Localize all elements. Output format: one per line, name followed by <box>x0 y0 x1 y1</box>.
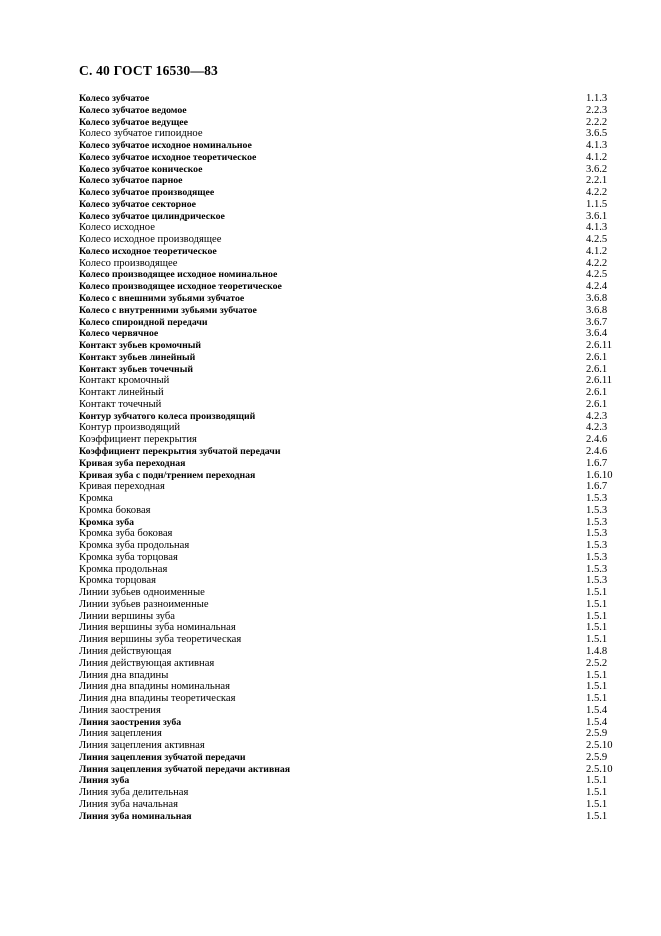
term-row <box>79 470 619 482</box>
term-text: Колесо с внешними зубьями зубчатое <box>79 293 245 305</box>
term-text: Линия заострения <box>79 704 161 716</box>
term-text: Кромка зуба торцовая <box>79 551 178 563</box>
term-text: Линия зацепления активная <box>79 740 205 752</box>
term-row <box>79 140 619 152</box>
term-reference: 1.5.1 <box>586 798 608 810</box>
term-text: Колесо производящее <box>79 257 178 269</box>
term-row <box>79 128 619 140</box>
term-row <box>79 105 619 117</box>
term-row <box>79 246 619 258</box>
term-text: Кромка зуба <box>79 516 135 528</box>
term-row <box>79 187 619 199</box>
term-row <box>79 540 619 552</box>
term-reference: 1.5.3 <box>586 528 608 540</box>
term-text: Коэффициент перекрытия зубчатой передачи <box>79 445 281 457</box>
term-row <box>79 328 619 340</box>
term-row <box>79 211 619 223</box>
term-text: Кривая зуба переходная <box>79 457 186 469</box>
term-reference: 1.1.5 <box>586 198 608 210</box>
term-reference: 1.5.1 <box>586 610 608 622</box>
term-row <box>79 740 619 752</box>
term-row <box>79 552 619 564</box>
term-text: Линии зубьев разноименные <box>79 598 209 610</box>
term-reference: 1.5.3 <box>586 493 608 505</box>
term-reference: 2.2.3 <box>586 104 608 116</box>
term-reference: 1.6.10 <box>586 469 613 481</box>
term-row <box>79 670 619 682</box>
term-row <box>79 564 619 576</box>
term-reference: 2.6.1 <box>586 363 608 375</box>
term-text: Линия зуба начальная <box>79 798 179 810</box>
term-row <box>79 258 619 270</box>
term-row <box>79 399 619 411</box>
term-text: Кромка торцовая <box>79 575 156 587</box>
term-text: Колесо зубчатое гипоидное <box>79 128 203 140</box>
term-row <box>79 234 619 246</box>
term-text: Линия дна впадины теоретическая <box>79 693 236 705</box>
term-row <box>79 317 619 329</box>
term-row <box>79 481 619 493</box>
term-text: Колесо зубчатое секторное <box>79 198 197 210</box>
term-reference: 2.6.11 <box>586 375 613 387</box>
term-text: Контур производящий <box>79 422 181 434</box>
term-text: Линия зуба номинальная <box>79 810 192 822</box>
term-reference: 2.2.2 <box>586 116 608 128</box>
term-row <box>79 340 619 352</box>
term-reference: 3.6.2 <box>586 163 608 175</box>
term-text: Колесо червячное <box>79 328 159 340</box>
term-row <box>79 364 619 376</box>
term-text: Кривая зуба с подн/трением переходная <box>79 469 256 481</box>
term-text: Кромка боковая <box>79 504 151 516</box>
term-text: Контакт кромочный <box>79 375 170 387</box>
term-text: Линия зацепления зубчатой передачи <box>79 751 246 763</box>
term-reference: 4.2.3 <box>586 410 608 422</box>
term-text: Контакт зубьев кромочный <box>79 340 202 352</box>
term-row <box>79 599 619 611</box>
term-row <box>79 375 619 387</box>
term-text: Колесо спироидной передачи <box>79 316 208 328</box>
term-row <box>79 222 619 234</box>
term-row <box>79 505 619 517</box>
term-reference: 2.2.1 <box>586 175 608 187</box>
term-text: Контакт точечный <box>79 398 162 410</box>
term-text: Колесо с внутренними зубьями зубчатое <box>79 304 257 316</box>
term-reference: 1.5.3 <box>586 516 608 528</box>
term-row <box>79 305 619 317</box>
term-text: Линия действующая <box>79 645 172 657</box>
term-row <box>79 799 619 811</box>
term-row <box>79 411 619 423</box>
term-reference: 1.5.1 <box>586 669 608 681</box>
term-reference: 4.2.5 <box>586 234 608 246</box>
term-text: Колесо зубчатое парное <box>79 175 183 187</box>
term-text: Линия вершины зуба номинальная <box>79 622 236 634</box>
term-index-list <box>79 93 619 822</box>
term-row <box>79 717 619 729</box>
term-row <box>79 446 619 458</box>
term-row <box>79 681 619 693</box>
term-text: Кривая переходная <box>79 481 165 493</box>
term-row <box>79 422 619 434</box>
term-reference: 1.4.8 <box>586 645 608 657</box>
term-text: Кромка продольная <box>79 563 168 575</box>
term-row <box>79 528 619 540</box>
term-reference: 3.6.7 <box>586 316 608 328</box>
term-reference: 1.5.1 <box>586 775 608 787</box>
term-row <box>79 269 619 281</box>
term-text: Линия зацепления зубчатой передачи активная <box>79 763 291 775</box>
term-reference: 1.6.7 <box>586 457 608 469</box>
term-reference: 1.5.3 <box>586 551 608 563</box>
term-text: Линии зубьев одноименные <box>79 587 205 599</box>
term-row <box>79 811 619 823</box>
term-reference: 4.1.3 <box>586 222 608 234</box>
term-text: Линия действующая активная <box>79 657 215 669</box>
term-row <box>79 458 619 470</box>
term-reference: 3.6.1 <box>586 210 608 222</box>
term-reference: 1.5.1 <box>586 587 608 599</box>
term-text: Колесо зубчатое производящее <box>79 187 215 199</box>
term-reference: 4.2.3 <box>586 422 608 434</box>
term-row <box>79 787 619 799</box>
term-text: Кромка зуба продольная <box>79 540 190 552</box>
term-reference: 4.2.2 <box>586 187 608 199</box>
term-reference: 2.6.1 <box>586 398 608 410</box>
term-reference: 4.1.3 <box>586 140 608 152</box>
term-text: Колесо исходное <box>79 222 155 234</box>
term-reference: 1.5.3 <box>586 504 608 516</box>
term-reference: 1.5.1 <box>586 787 608 799</box>
term-text: Колесо зубчатое <box>79 93 150 104</box>
term-reference: 4.2.5 <box>586 269 608 281</box>
term-text: Коэффициент перекрытия <box>79 434 197 446</box>
term-reference: 2.4.6 <box>586 434 608 446</box>
term-row <box>79 293 619 305</box>
term-reference: 1.5.1 <box>586 681 608 693</box>
term-row <box>79 93 619 105</box>
term-text: Линия зуба <box>79 775 130 787</box>
term-reference: 2.6.1 <box>586 351 608 363</box>
term-text: Линия дна впадины номинальная <box>79 681 230 693</box>
term-reference: 1.5.1 <box>586 634 608 646</box>
term-reference: 1.5.3 <box>586 575 608 587</box>
term-reference: 2.5.9 <box>586 728 608 740</box>
term-text: Колесо зубчатое коническое <box>79 163 203 175</box>
term-reference: 2.6.11 <box>586 340 613 352</box>
term-reference: 1.5.3 <box>586 563 608 575</box>
term-row <box>79 281 619 293</box>
term-text: Колесо зубчатое исходное номинальное <box>79 140 252 152</box>
term-reference: 2.5.2 <box>586 657 608 669</box>
term-row <box>79 775 619 787</box>
term-text: Линия зацепления <box>79 728 162 740</box>
term-reference: 1.5.1 <box>586 693 608 705</box>
term-row <box>79 199 619 211</box>
term-text: Кромка зуба боковая <box>79 528 173 540</box>
term-row <box>79 152 619 164</box>
term-row <box>79 611 619 623</box>
term-reference: 1.5.4 <box>586 716 608 728</box>
term-reference: 3.6.8 <box>586 304 608 316</box>
term-reference: 3.6.4 <box>586 328 608 340</box>
term-row <box>79 575 619 587</box>
term-reference: 4.1.2 <box>586 245 608 257</box>
term-row <box>79 646 619 658</box>
term-reference: 2.6.1 <box>586 387 608 399</box>
term-row <box>79 752 619 764</box>
term-row <box>79 764 619 776</box>
term-text: Колесо зубчатое ведомое <box>79 104 187 116</box>
term-row <box>79 493 619 505</box>
term-reference: 1.5.1 <box>586 622 608 634</box>
term-reference: 2.4.6 <box>586 445 608 457</box>
term-row <box>79 728 619 740</box>
term-row <box>79 622 619 634</box>
term-text: Колесо исходное производящее <box>79 234 222 246</box>
term-text: Кромка <box>79 493 113 505</box>
term-text: Колесо производящее исходное теоретическое <box>79 281 282 293</box>
term-text: Линия дна впадины <box>79 669 169 681</box>
term-row <box>79 693 619 705</box>
term-reference: 3.6.5 <box>586 128 608 140</box>
term-reference: 2.5.10 <box>586 763 613 775</box>
term-text: Контакт зубьев линейный <box>79 351 196 363</box>
term-row <box>79 117 619 129</box>
term-text: Линии вершины зуба <box>79 610 175 622</box>
page-header: С. 40 ГОСТ 16530—83 <box>79 63 218 78</box>
term-text: Колесо производящее исходное номинальное <box>79 269 278 281</box>
term-text: Контакт зубьев точечный <box>79 363 193 375</box>
term-row <box>79 175 619 187</box>
term-text: Линия вершины зуба теоретическая <box>79 634 242 646</box>
term-reference: 2.5.10 <box>586 740 613 752</box>
term-row <box>79 634 619 646</box>
term-text: Контакт линейный <box>79 387 164 399</box>
term-text: Контур зубчатого колеса производящий <box>79 410 256 422</box>
term-text: Колесо исходное теоретическое <box>79 245 217 257</box>
term-text: Колесо зубчатое цилиндрическое <box>79 210 225 222</box>
term-text: Колесо зубчатое ведущее <box>79 116 188 128</box>
term-reference: 2.5.9 <box>586 751 608 763</box>
term-row <box>79 434 619 446</box>
term-text: Линия заострения зуба <box>79 716 182 728</box>
term-text: Линия зуба делительная <box>79 787 189 799</box>
term-reference: 4.2.2 <box>586 257 608 269</box>
term-row <box>79 705 619 717</box>
term-text: Колесо зубчатое исходное теоретическое <box>79 151 257 163</box>
term-reference: 3.6.8 <box>586 293 608 305</box>
term-reference: 1.5.1 <box>586 810 608 822</box>
term-reference: 1.1.3 <box>586 93 608 104</box>
term-reference: 1.5.1 <box>586 598 608 610</box>
term-row <box>79 387 619 399</box>
term-reference: 1.5.4 <box>586 704 608 716</box>
term-row <box>79 352 619 364</box>
term-row <box>79 164 619 176</box>
term-row <box>79 587 619 599</box>
term-reference: 4.1.2 <box>586 151 608 163</box>
term-reference: 1.6.7 <box>586 481 608 493</box>
term-reference: 4.2.4 <box>586 281 608 293</box>
term-row <box>79 658 619 670</box>
term-row <box>79 517 619 529</box>
term-reference: 1.5.3 <box>586 540 608 552</box>
